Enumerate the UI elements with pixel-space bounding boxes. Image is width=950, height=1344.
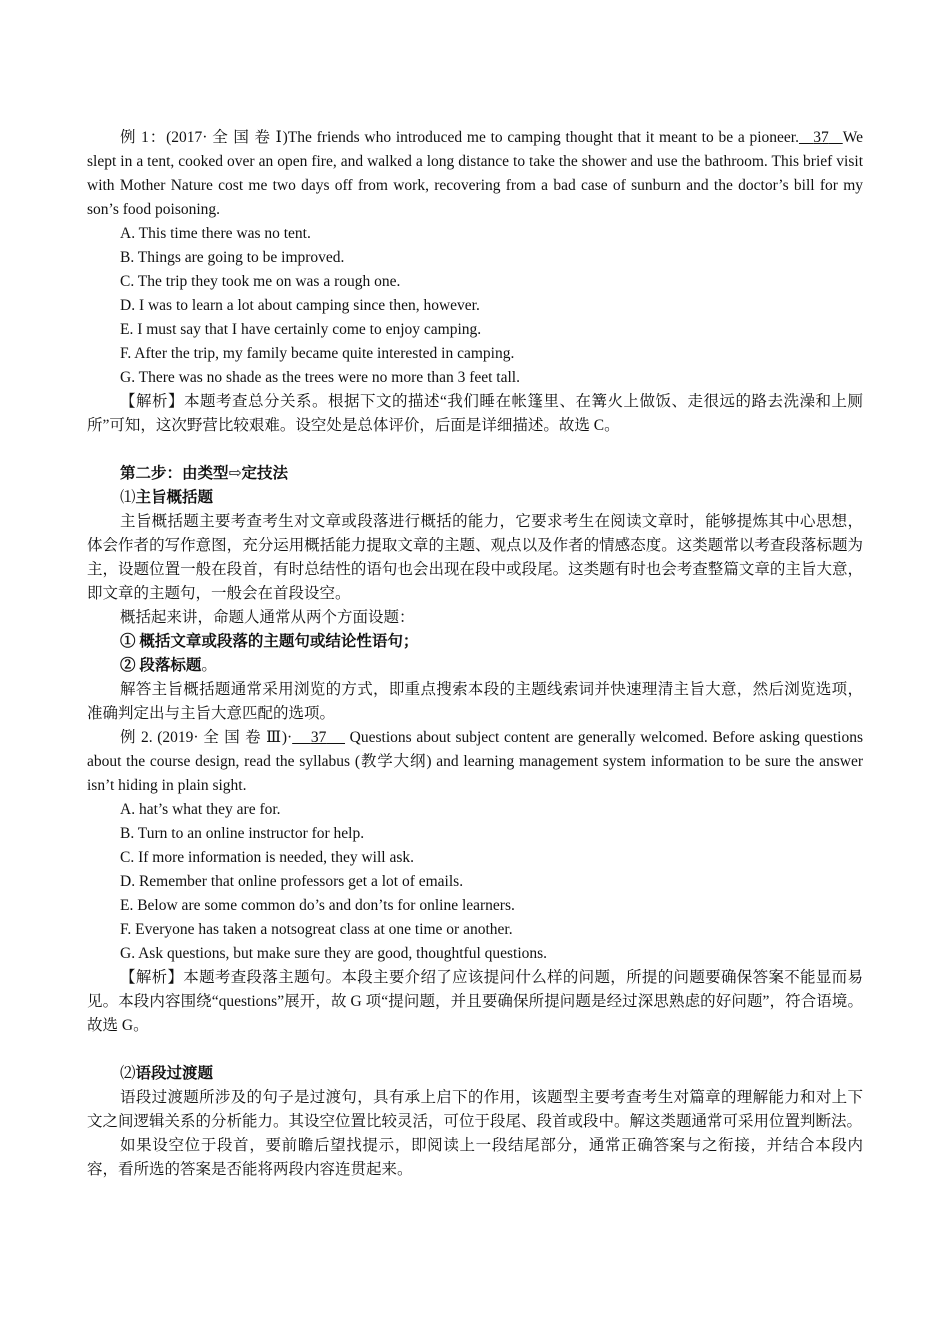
example1-analysis: 【解析】本题考查总分关系。根据下文的描述“我们睡在帐篷里、在篝火上做饭、走很远的路去洗澡和上厕所”可知，这次野营比较艰难。设空处是总体评价，后面是详细描述。故选 C。	[87, 393, 863, 434]
example2-option-d: D. Remember that online professors get a lot of emails.	[120, 873, 464, 890]
example1-text-after: We slept in a tent, cooked over an open fire, and walked a long distance to take the shower and use the bathroom. This brief visit with Mother Nature cost me two days off from work, recovering from a bad case of sunburn and the doctor’s bill for my son’s food poisoning.	[87, 129, 863, 218]
example1-blank-number: 37	[813, 129, 829, 146]
example1-option-a: A. This time there was no tent.	[120, 225, 311, 242]
example2-option-f: F. Everyone has taken a notsogreat class at one time or another.	[120, 921, 513, 938]
point-2-end: 。	[201, 657, 217, 674]
example2-option-a: A. hat’s what they are for.	[120, 801, 281, 818]
transition-paragraph-2: 如果设空位于段首，要前瞻后望找提示，即阅读上一段结尾部分，通常正确答案与之衔接，并结合本段内容，看所选的答案是否能将两段内容连贯起来。	[87, 1137, 863, 1178]
example2-option-c: C. If more information is needed, they will ask.	[120, 849, 415, 866]
example2-text-after: Questions about subject content are generally welcomed. Before asking questions about the course design, read the syllabus (教学大纲) and learning management system information to be sure the answer isn’t hiding in plain sight.	[87, 729, 863, 794]
step2-heading: 第二步：由类型⇨定技法	[120, 465, 288, 482]
example2-blank-number: 37	[310, 729, 327, 746]
example2-option-b: B. Turn to an online instructor for help.	[120, 825, 365, 842]
example1-option-b: B. Things are going to be improved.	[120, 249, 345, 266]
example1-source: (2017· 全 国 卷 Ⅰ)	[166, 129, 288, 146]
example2-label: 例 2.	[120, 729, 158, 746]
point-2-text: ② 段落标题	[120, 657, 202, 674]
example1-text-before: The friends who introduced me to camping thought that it meant to be a pioneer.	[287, 129, 799, 146]
example1-label: 例 1：	[120, 129, 167, 146]
transition-title: 语段过渡题	[135, 1065, 214, 1082]
document-page	[87, 126, 863, 1182]
subheading-transition	[87, 1062, 863, 1086]
example1-option-g: G. There was no shade as the trees were no more than 3 feet tall.	[120, 369, 520, 386]
example1-option-f: F. After the trip, my family became quite interested in camping.	[120, 345, 515, 362]
example2-option-g: G. Ask questions, but make sure they are good, thoughtful questions.	[120, 945, 548, 962]
main-idea-paragraph-2: 概括起来讲，命题人通常从两个方面设题：	[120, 609, 415, 626]
transition-number: ⑵	[120, 1065, 136, 1082]
spacer	[87, 1038, 863, 1062]
transition-paragraph-1: 语段过渡题所涉及的句子是过渡句，具有承上启下的作用，该题型主要考查考生对篇章的理解能力和对上下文之间逻辑关系的分析能力。其设空位置比较灵活，可位于段尾、段首或段中。解这类题通常可采用位置判断法。	[87, 1089, 863, 1130]
example2-source: (2019· 全 国 卷 Ⅲ)·	[157, 729, 293, 746]
subheading-number: ⑴	[120, 489, 136, 506]
example2-option-e: E. Below are some common do’s and don’ts for online learners.	[120, 897, 515, 914]
subheading-main-idea	[87, 486, 863, 510]
example1-option-c: C. The trip they took me on was a rough one.	[120, 273, 401, 290]
example2-analysis: 【解析】本题考查段落主题句。本段主要介绍了应该提问什么样的问题，所提的问题要确保答案不能显而易见。本段内容围绕“questions”展开，故 G 项“提问题，并且要确保所提问题是经过深思熟虑的好问题”，符合语境。故选 G。	[87, 969, 863, 1034]
example2-blank	[292, 729, 345, 746]
main-idea-point-1: ① 概括文章或段落的主题句或结论性语句；	[120, 633, 419, 650]
main-idea-point-2	[87, 654, 863, 678]
example2-question	[87, 726, 863, 798]
spacer	[87, 438, 863, 462]
example1-option-d: D. I was to learn a lot about camping since then, however.	[120, 297, 480, 314]
example1-option-e: E. I must say that I have certainly come to enjoy camping.	[120, 321, 482, 338]
main-idea-paragraph-3: 解答主旨概括题通常采用浏览的方式，即重点搜索本段的主题线索词并快速理清主旨大意，然后浏览选项，准确判定出与主旨大意匹配的选项。	[87, 681, 863, 722]
example1-question	[87, 126, 863, 222]
example1-blank	[799, 129, 843, 146]
subheading-title: 主旨概括题	[135, 489, 214, 506]
main-idea-paragraph-1: 主旨概括题主要考查考生对文章或段落进行概括的能力，它要求考生在阅读文章时，能够提炼其中心思想，体会作者的写作意图，充分运用概括能力提取文章的主题、观点以及作者的情感态度。这类题常以考查段落标题为主，设题位置一般在段首，有时总结性的语句也会出现在段中或段尾。这类题有时也会考查整篇文章的主旨大意，即文章的主题句，一般会在首段设空。	[87, 513, 863, 602]
